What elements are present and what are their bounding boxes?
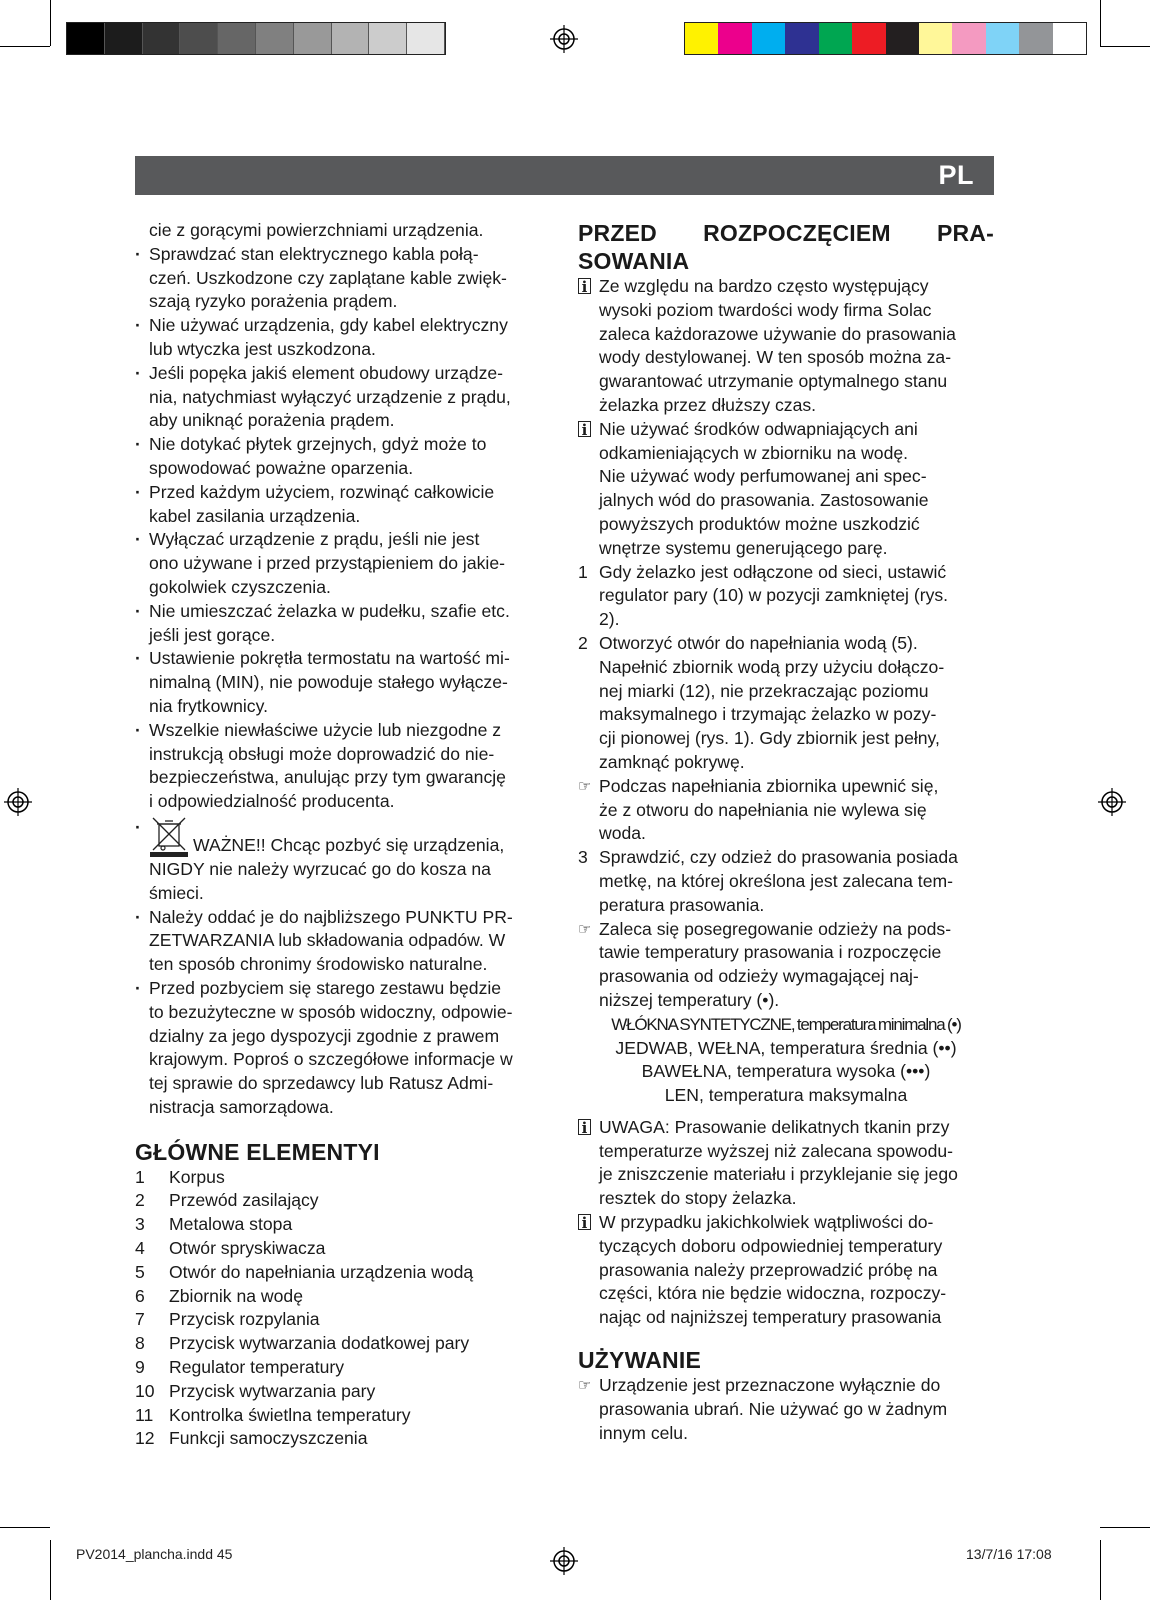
part-name: Otwór spryskiwacza xyxy=(169,1238,326,1259)
crop-mark xyxy=(1100,46,1150,47)
part-number: 6 xyxy=(135,1285,145,1306)
usage-heading: UŻYWANIE xyxy=(578,1347,701,1374)
text-line: lub wtyczka jest uszkodzona. xyxy=(149,338,376,359)
crop-mark xyxy=(1100,1540,1101,1600)
info-icon xyxy=(578,421,591,437)
text-line: nia frytkownicy. xyxy=(149,695,268,716)
parts-list-item xyxy=(135,1237,549,1261)
text-line: jeśli jest gorące. xyxy=(149,624,276,645)
text-line: cie z gorącymi powierzchniami urządzenia. xyxy=(149,220,484,240)
text-line: ZETWARZANIA lub składowania odpadów. W xyxy=(149,930,506,951)
gray-swatch xyxy=(180,23,218,54)
hint-note xyxy=(578,775,994,846)
note-text xyxy=(599,1374,994,1445)
text-line: prasowania należy przeprowadzić próbę na xyxy=(599,1259,938,1280)
text-line: odkamieniających w zbiorniku na wodę. xyxy=(599,442,909,463)
text-line: W przypadku jakichkolwiek wątpliwości do- xyxy=(599,1212,934,1233)
text-line: żelazka przez dłuższy czas. xyxy=(599,394,817,415)
text-line: że z otworu do napełniania nie wylewa się xyxy=(599,799,927,820)
note-text xyxy=(599,561,994,632)
text-line: BAWEŁNA, temperatura wysoka (•••) xyxy=(641,1061,931,1082)
gray-swatch xyxy=(407,23,445,54)
step-number: 1 xyxy=(578,561,588,582)
text-line: prasowania od odzieży wymagającej naj- xyxy=(599,966,919,987)
text-line: metkę, na której określona jest zalecana tem- xyxy=(599,870,953,891)
parts-list-item xyxy=(135,1356,549,1380)
text-line: nistracja samorządowa. xyxy=(149,1096,334,1117)
text-line: Zaleca się posegregowanie odzieży na pods- xyxy=(599,918,952,939)
text-line: Nie używać środków odwapniających ani xyxy=(599,418,918,439)
part-name: Otwór do napełniania urządzenia wodą xyxy=(169,1261,474,1282)
text-line: LEN, temperatura maksymalna xyxy=(664,1085,908,1106)
text-line: WAŻNE!! Chcąc pozbyć się urządzenia, xyxy=(193,835,505,856)
text-line: dzialny za jego dyspozycji zgodnie z prawem xyxy=(149,1025,500,1046)
heading-word: ROZPOCZĘCIEM xyxy=(703,220,891,246)
part-number: 11 xyxy=(135,1404,154,1425)
step-number: 3 xyxy=(578,847,588,868)
language-tab-label: PL xyxy=(938,160,974,190)
parts-list-item xyxy=(135,1404,549,1428)
text-line: jalnych wód do prasowania. Zastosowanie xyxy=(599,490,929,511)
safety-bullet xyxy=(135,719,549,814)
part-name: Korpus xyxy=(169,1166,225,1187)
heading-word: SOWANIA xyxy=(578,248,690,274)
text-line: Urządzenie jest przeznaczone wyłącznie do xyxy=(599,1375,941,1396)
text-line: tawie temperatury prasowania i rozpoczęcie xyxy=(599,942,942,963)
temperature-list xyxy=(578,1013,994,1108)
color-swatch xyxy=(685,23,718,54)
parts-list-item xyxy=(135,1261,549,1285)
text-line: cji pionowej (rys. 1). Gdy zbiornik jest pełny, xyxy=(599,728,940,749)
numbered-step xyxy=(578,846,994,917)
text-line: regulator pary (10) w pozycji zamkniętej (rys. xyxy=(599,585,949,606)
gray-swatch xyxy=(218,23,256,54)
color-swatch xyxy=(919,23,952,54)
text-line: Nie używać wody perfumowanej ani spec- xyxy=(599,466,927,487)
before-ironing-instructions xyxy=(578,275,994,1330)
text-line: · Nie używać urządzenia, gdy kabel elektryczny xyxy=(149,315,508,336)
grayscale-color-bar xyxy=(66,22,446,55)
note-text xyxy=(599,275,994,418)
parts-list-item xyxy=(135,1380,549,1404)
registration-mark-icon xyxy=(4,788,32,816)
step-number: 2 xyxy=(578,632,588,653)
parts-list xyxy=(135,1166,549,1452)
note-text xyxy=(599,846,994,917)
text-line: kabel zasilania urządzenia. xyxy=(149,505,361,526)
color-swatch xyxy=(1053,23,1086,54)
text-line: prasowania ubrań. Nie używać go w żadnym xyxy=(599,1398,948,1419)
info-icon xyxy=(578,1214,591,1230)
numbered-step xyxy=(578,561,994,632)
usage-instructions xyxy=(578,1374,994,1445)
part-name: Przycisk wytwarzania pary xyxy=(169,1380,376,1401)
text-line: Ze względu na bardzo często występujący xyxy=(599,276,929,296)
text-line: powyższych produktów możne uszkodzić xyxy=(599,513,920,534)
color-swatch xyxy=(718,23,751,54)
text-line: · Ustawienie pokrętła termostatu na wartość mi- xyxy=(149,648,510,669)
gray-swatch xyxy=(67,23,105,54)
before-ironing-heading xyxy=(578,219,994,275)
part-number: 5 xyxy=(135,1261,145,1282)
text-line: · Wszelkie niewłaściwe użycie lub niezgodne z xyxy=(149,719,502,740)
footer-date: 13/7/16 17:08 xyxy=(966,1546,1052,1562)
safety-bullet xyxy=(135,481,549,529)
gray-swatch xyxy=(143,23,181,54)
crop-mark xyxy=(0,46,50,47)
part-name: Przewód zasilający xyxy=(169,1190,319,1211)
disposal-bullet xyxy=(135,906,549,977)
footer-file-name: PV2014_plancha.indd 45 xyxy=(76,1546,233,1562)
continued-paragraph xyxy=(135,219,549,243)
text-line: Otworzyć otwór do napełniania wodą (5). xyxy=(599,632,918,653)
weee-bullet xyxy=(135,816,549,906)
text-line: · Należy oddać je do najbliższego PUNKTU PR- xyxy=(149,906,513,927)
text-line: śmieci. xyxy=(149,882,204,903)
part-name: Zbiornik na wodę xyxy=(169,1285,303,1306)
safety-bullet xyxy=(135,647,549,718)
parts-list-item xyxy=(135,1213,549,1237)
info-note xyxy=(578,1211,994,1330)
text-line: zaleca każdorazowe używanie do prasowania xyxy=(599,323,956,344)
part-number: 1 xyxy=(135,1166,145,1187)
text-line: instrukcją obsługi może doprowadzić do nie- xyxy=(149,743,495,764)
text-line: bezpieczeństwa, anulując przy tym gwarancję xyxy=(149,767,506,788)
text-line: czeń. Uszkodzone czy zaplątane kable zwięk- xyxy=(149,267,507,288)
part-name: Kontrolka świetlna temperatury xyxy=(169,1404,411,1425)
numbered-step xyxy=(578,632,994,775)
text-line: nimalną (MIN), nie powoduje stałego wyłącze- xyxy=(149,672,508,693)
note-text xyxy=(599,918,994,1013)
pointing-hand-icon: ☞ xyxy=(578,777,592,795)
hint-note xyxy=(578,1374,994,1445)
parts-list-item xyxy=(135,1189,549,1213)
safety-bullet xyxy=(135,243,549,314)
disposal-bullet xyxy=(135,977,549,1120)
safety-bullet xyxy=(135,600,549,648)
note-text xyxy=(599,1211,994,1330)
pointing-hand-icon: ☞ xyxy=(578,920,592,938)
note-text xyxy=(599,775,994,846)
text-line: niższej temperatury (•). xyxy=(599,989,780,1010)
safety-bullet xyxy=(135,362,549,433)
color-swatch xyxy=(819,23,852,54)
text-line: Gdy żelazko jest odłączone od sieci, ustawić xyxy=(599,561,947,582)
text-line: nej miarki (12), nie przekraczając poziomu xyxy=(599,680,929,701)
note-text xyxy=(599,1116,994,1211)
part-name: Funkcji samoczyszczenia xyxy=(169,1428,368,1449)
text-line: · Wyłączać urządzenie z prądu, jeśli nie jest xyxy=(149,529,480,550)
color-swatch xyxy=(785,23,818,54)
text-line: spowodować poważne oparzenia. xyxy=(149,457,414,478)
text-line: i odpowiedzialność producenta. xyxy=(149,791,395,812)
text-line: WŁÓKNA SYNTETYCZNE, temperatura minimalna (•) xyxy=(611,1014,961,1034)
text-line: wnętrze systemu generującego parę. xyxy=(599,537,888,558)
text-line: części, która nie będzie widoczna, rozpoczy- xyxy=(599,1283,947,1304)
text-line: temperaturze wyższej niż zalecana spowodu- xyxy=(599,1140,953,1161)
parts-list-item xyxy=(135,1308,549,1332)
info-icon xyxy=(578,1119,591,1135)
part-number: 2 xyxy=(135,1190,145,1211)
text-line: woda. xyxy=(599,823,646,844)
text-line: Podczas napełniania zbiornika upewnić się, xyxy=(599,775,939,796)
part-number: 9 xyxy=(135,1357,145,1378)
gray-swatch xyxy=(256,23,294,54)
part-name: Przycisk rozpylania xyxy=(169,1309,320,1330)
crop-mark xyxy=(50,1540,51,1600)
text-line: Napełnić zbiornik wodą przy użyciu dołączo- xyxy=(599,656,945,677)
text-line: je zniszczenie materiału i przyklejanie się jego xyxy=(599,1164,958,1185)
text-line: tej sprawie do sprzedawcy lub Ratusz Admi- xyxy=(149,1073,494,1094)
hint-note xyxy=(578,918,994,1013)
gray-swatch xyxy=(294,23,332,54)
text-line: wody destylowanej. W ten sposób można za- xyxy=(599,347,952,368)
text-line: krajowym. Poproś o szczegółowe informacje w xyxy=(149,1049,513,1070)
text-line: ono używane i przed przystąpieniem do jakie- xyxy=(149,553,505,574)
gray-swatch xyxy=(369,23,407,54)
registration-mark-icon xyxy=(550,25,578,53)
text-line: ten sposób chronimy środowisko naturalne. xyxy=(149,954,488,975)
pointing-hand-icon: ☞ xyxy=(578,1377,592,1395)
language-header-band xyxy=(135,156,994,195)
color-swatch xyxy=(752,23,785,54)
gray-swatch xyxy=(332,23,370,54)
crossed-bin-icon xyxy=(149,816,189,858)
crop-mark xyxy=(1100,0,1101,46)
part-number: 3 xyxy=(135,1214,145,1235)
info-note xyxy=(578,275,994,418)
color-swatch xyxy=(952,23,985,54)
parts-list-item xyxy=(135,1332,549,1356)
text-line: aby uniknąć porażenia prądem. xyxy=(149,410,395,431)
text-line: gwarantować utrzymanie optymalnego stanu xyxy=(599,371,948,392)
parts-list-item xyxy=(135,1285,549,1309)
heading-word: PRA- xyxy=(936,220,994,246)
part-number: 12 xyxy=(135,1428,155,1449)
part-name: Przycisk wytwarzania dodatkowej pary xyxy=(169,1333,470,1354)
safety-bullet xyxy=(135,314,549,362)
safety-bullet xyxy=(135,433,549,481)
color-swatch xyxy=(886,23,919,54)
registration-mark-icon xyxy=(1098,788,1126,816)
part-name: Regulator temperatury xyxy=(169,1357,345,1378)
text-line: wysoki poziom twardości wody firma Solac xyxy=(599,299,932,320)
process-color-bar xyxy=(684,22,1087,55)
text-line: · Sprawdzać stan elektrycznego kabla połą- xyxy=(149,243,479,264)
note-text xyxy=(599,418,994,561)
text-line: JEDWAB, WEŁNA, temperatura średnia (••) xyxy=(615,1037,957,1058)
heading-word: PRZED xyxy=(578,220,657,246)
text-line: · Przed każdym użyciem, rozwinąć całkowicie xyxy=(149,481,495,502)
text-line: nając od najniższej temperatury prasowania xyxy=(599,1307,942,1328)
text-line: tyczących doboru odpowiedniej temperatury xyxy=(599,1235,943,1256)
text-line: nia, natychmiast wyłączyć urządzenie z prądu, xyxy=(149,386,511,407)
text-line: peratura prasowania. xyxy=(599,894,765,915)
text-line: gokolwiek czyszczenia. xyxy=(149,576,331,597)
registration-mark-icon xyxy=(550,1547,578,1575)
text-line: NIGDY nie należy wyrzucać go do kosza na xyxy=(149,858,491,879)
color-swatch xyxy=(852,23,885,54)
text-line: szają ryzyko porażenia prądem. xyxy=(149,291,398,312)
right-column xyxy=(578,219,994,1445)
left-column xyxy=(135,219,549,1451)
gray-swatch xyxy=(105,23,143,54)
crop-mark xyxy=(0,1527,50,1528)
text-line: maksymalnego i trzymając żelazko w pozy- xyxy=(599,704,937,725)
text-line: UWAGA: Prasowanie delikatnych tkanin przy xyxy=(599,1116,950,1137)
parts-heading: GŁÓWNE ELEMENTYI xyxy=(135,1138,380,1165)
safety-bullet-list xyxy=(135,243,549,814)
spacer xyxy=(578,1108,994,1116)
part-number: 7 xyxy=(135,1309,145,1330)
info-note xyxy=(578,1116,994,1211)
text-line: Sprawdzić, czy odzież do prasowania posiada xyxy=(599,847,958,868)
color-swatch xyxy=(986,23,1019,54)
text-line: · Nie dotykać płytek grzejnych, gdyż może to xyxy=(149,434,487,455)
text-line: zamknąć pokrywę. xyxy=(599,751,745,772)
note-text xyxy=(599,632,994,775)
part-name: Metalowa stopa xyxy=(169,1214,293,1235)
text-line: · Przed pozbyciem się starego zestawu będzie xyxy=(149,977,502,998)
crop-mark xyxy=(1100,1527,1150,1528)
text-line: innym celu. xyxy=(599,1422,688,1443)
part-number: 10 xyxy=(135,1380,155,1401)
part-number: 8 xyxy=(135,1333,145,1354)
info-icon xyxy=(578,278,591,294)
info-note xyxy=(578,418,994,561)
disposal-bullet-list xyxy=(135,906,549,1120)
parts-list-item xyxy=(135,1166,549,1190)
text-line: · Nie umieszczać żelazka w pudełku, szafie etc. xyxy=(149,600,510,621)
crop-mark xyxy=(50,0,51,46)
safety-bullet xyxy=(135,528,549,599)
text-line: resztek do stopy żelazka. xyxy=(599,1188,797,1209)
text-line: 2). xyxy=(599,609,620,630)
text-line: to bezużyteczne w sposób widoczny, odpowie- xyxy=(149,1001,513,1022)
color-swatch xyxy=(1019,23,1052,54)
text-line: · Jeśli popęka jakiś element obudowy urządze- xyxy=(149,362,504,383)
part-number: 4 xyxy=(135,1238,145,1259)
parts-list-item xyxy=(135,1427,549,1451)
